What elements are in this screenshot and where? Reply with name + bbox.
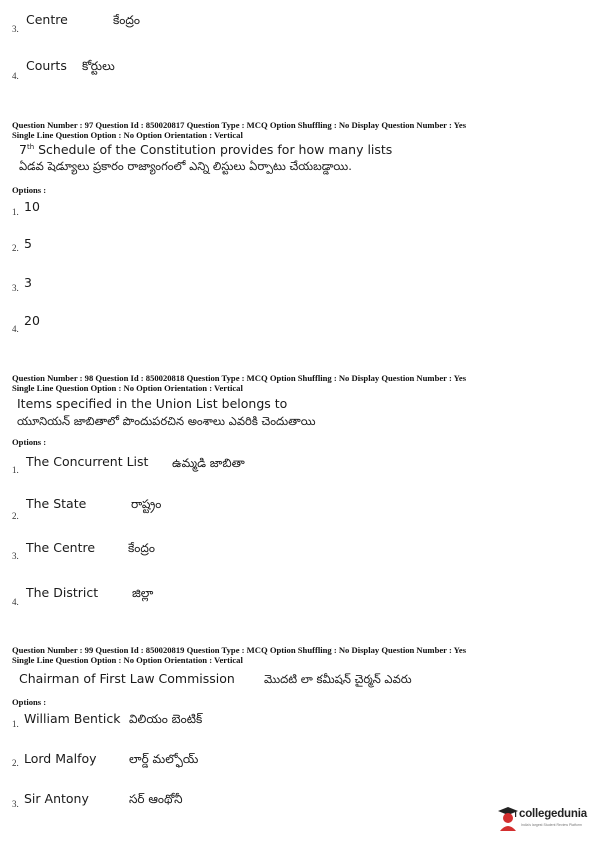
option-number: 4. — [12, 324, 19, 334]
option-text-en: Centre — [26, 12, 68, 27]
option-text-en: The District — [26, 585, 99, 600]
option-text-en: The Concurrent List — [26, 454, 149, 469]
question-meta-line: Single Line Question Option : No Option Orientation : Vertical — [12, 383, 243, 393]
option-number: 1. — [12, 207, 19, 217]
question-meta-line: Single Line Question Option : No Option Orientation : Vertical — [12, 130, 243, 140]
option-number: 1. — [12, 719, 19, 729]
option-text-en: 20 — [24, 313, 40, 328]
logo-brand-text: collegedunia — [519, 808, 587, 820]
question-text-en: Chairman of First Law Commission — [19, 671, 235, 686]
question-text-te: యూనియన్ జాబితాలో పొందుపరచిన అంశాలు ఎవరికి చెందుతాయి — [17, 414, 316, 428]
option-text-te: లార్డ్ మల్ఫోయ్ — [129, 752, 199, 766]
option-text-en: Sir Antony — [24, 791, 89, 806]
option-text-en: 3 — [24, 275, 32, 290]
question-text-en: 7th Schedule of the Constitution provides for how many lists — [19, 142, 393, 157]
option-text-en: 10 — [24, 199, 40, 214]
options-label: Options : — [12, 697, 47, 707]
logo-tagline: India's largest Student Review Platform — [521, 823, 582, 827]
option-text-te: విలియం బెంటిక్ — [129, 712, 203, 726]
question-meta-line: Single Line Question Option : No Option Orientation : Vertical — [12, 655, 243, 665]
question-text-te: మొదటి లా కమీషన్ చైర్మన్ ఎవరు — [264, 672, 412, 686]
options-label: Options : — [12, 437, 47, 447]
question-text-te: ఏడవ షెడ్యూలు ప్రకారం రాజ్యాంగంలో ఎన్ని లిస్టులు ఏర్పాటు చేయబడ్డాయి. — [19, 159, 352, 173]
option-text-te: కేంద్రం — [128, 541, 155, 555]
option-text-en: The Centre — [26, 540, 96, 555]
question-meta-line: Question Number : 98 Question Id : 850020818 Question Type : MCQ Option Shuffling : No Display Question Number : Yes — [12, 373, 467, 383]
option-number: 2. — [12, 511, 19, 521]
options-label: Options : — [12, 185, 47, 195]
option-text-te: కేంద్రం — [113, 13, 140, 27]
option-text-en: The State — [26, 496, 87, 511]
option-number: 3. — [12, 799, 19, 809]
option-number: 1. — [12, 465, 19, 475]
option-text-en: William Bentick — [24, 711, 121, 726]
option-text-en: Lord Malfoy — [24, 751, 97, 766]
option-number: 3. — [12, 551, 19, 561]
collegedunia-logo — [497, 803, 593, 833]
option-text-en: 5 — [24, 236, 32, 251]
option-text-te: జిల్లా — [132, 586, 154, 600]
option-text-te: సర్ ఆంథోనీ — [129, 792, 183, 806]
option-number: 3. — [12, 283, 19, 293]
question-text-en: Items specified in the Union List belongs to — [17, 396, 288, 411]
graduate-icon — [497, 805, 519, 831]
option-number: 2. — [12, 243, 19, 253]
option-number: 4. — [12, 71, 19, 81]
question-meta-line: Question Number : 97 Question Id : 850020817 Question Type : MCQ Option Shuffling : No Display Question Number : Yes — [12, 120, 467, 130]
option-number: 3. — [12, 24, 19, 34]
option-number: 2. — [12, 758, 19, 768]
option-text-en: Courts — [26, 58, 67, 73]
option-text-te: కోర్టులు — [82, 59, 115, 73]
question-meta-line: Question Number : 99 Question Id : 850020819 Question Type : MCQ Option Shuffling : No Display Question Number : Yes — [12, 645, 467, 655]
option-number: 4. — [12, 597, 19, 607]
option-text-te: ఉమ్మడి జాబితా — [172, 456, 245, 470]
option-text-te: రాష్ట్రం — [131, 497, 162, 511]
